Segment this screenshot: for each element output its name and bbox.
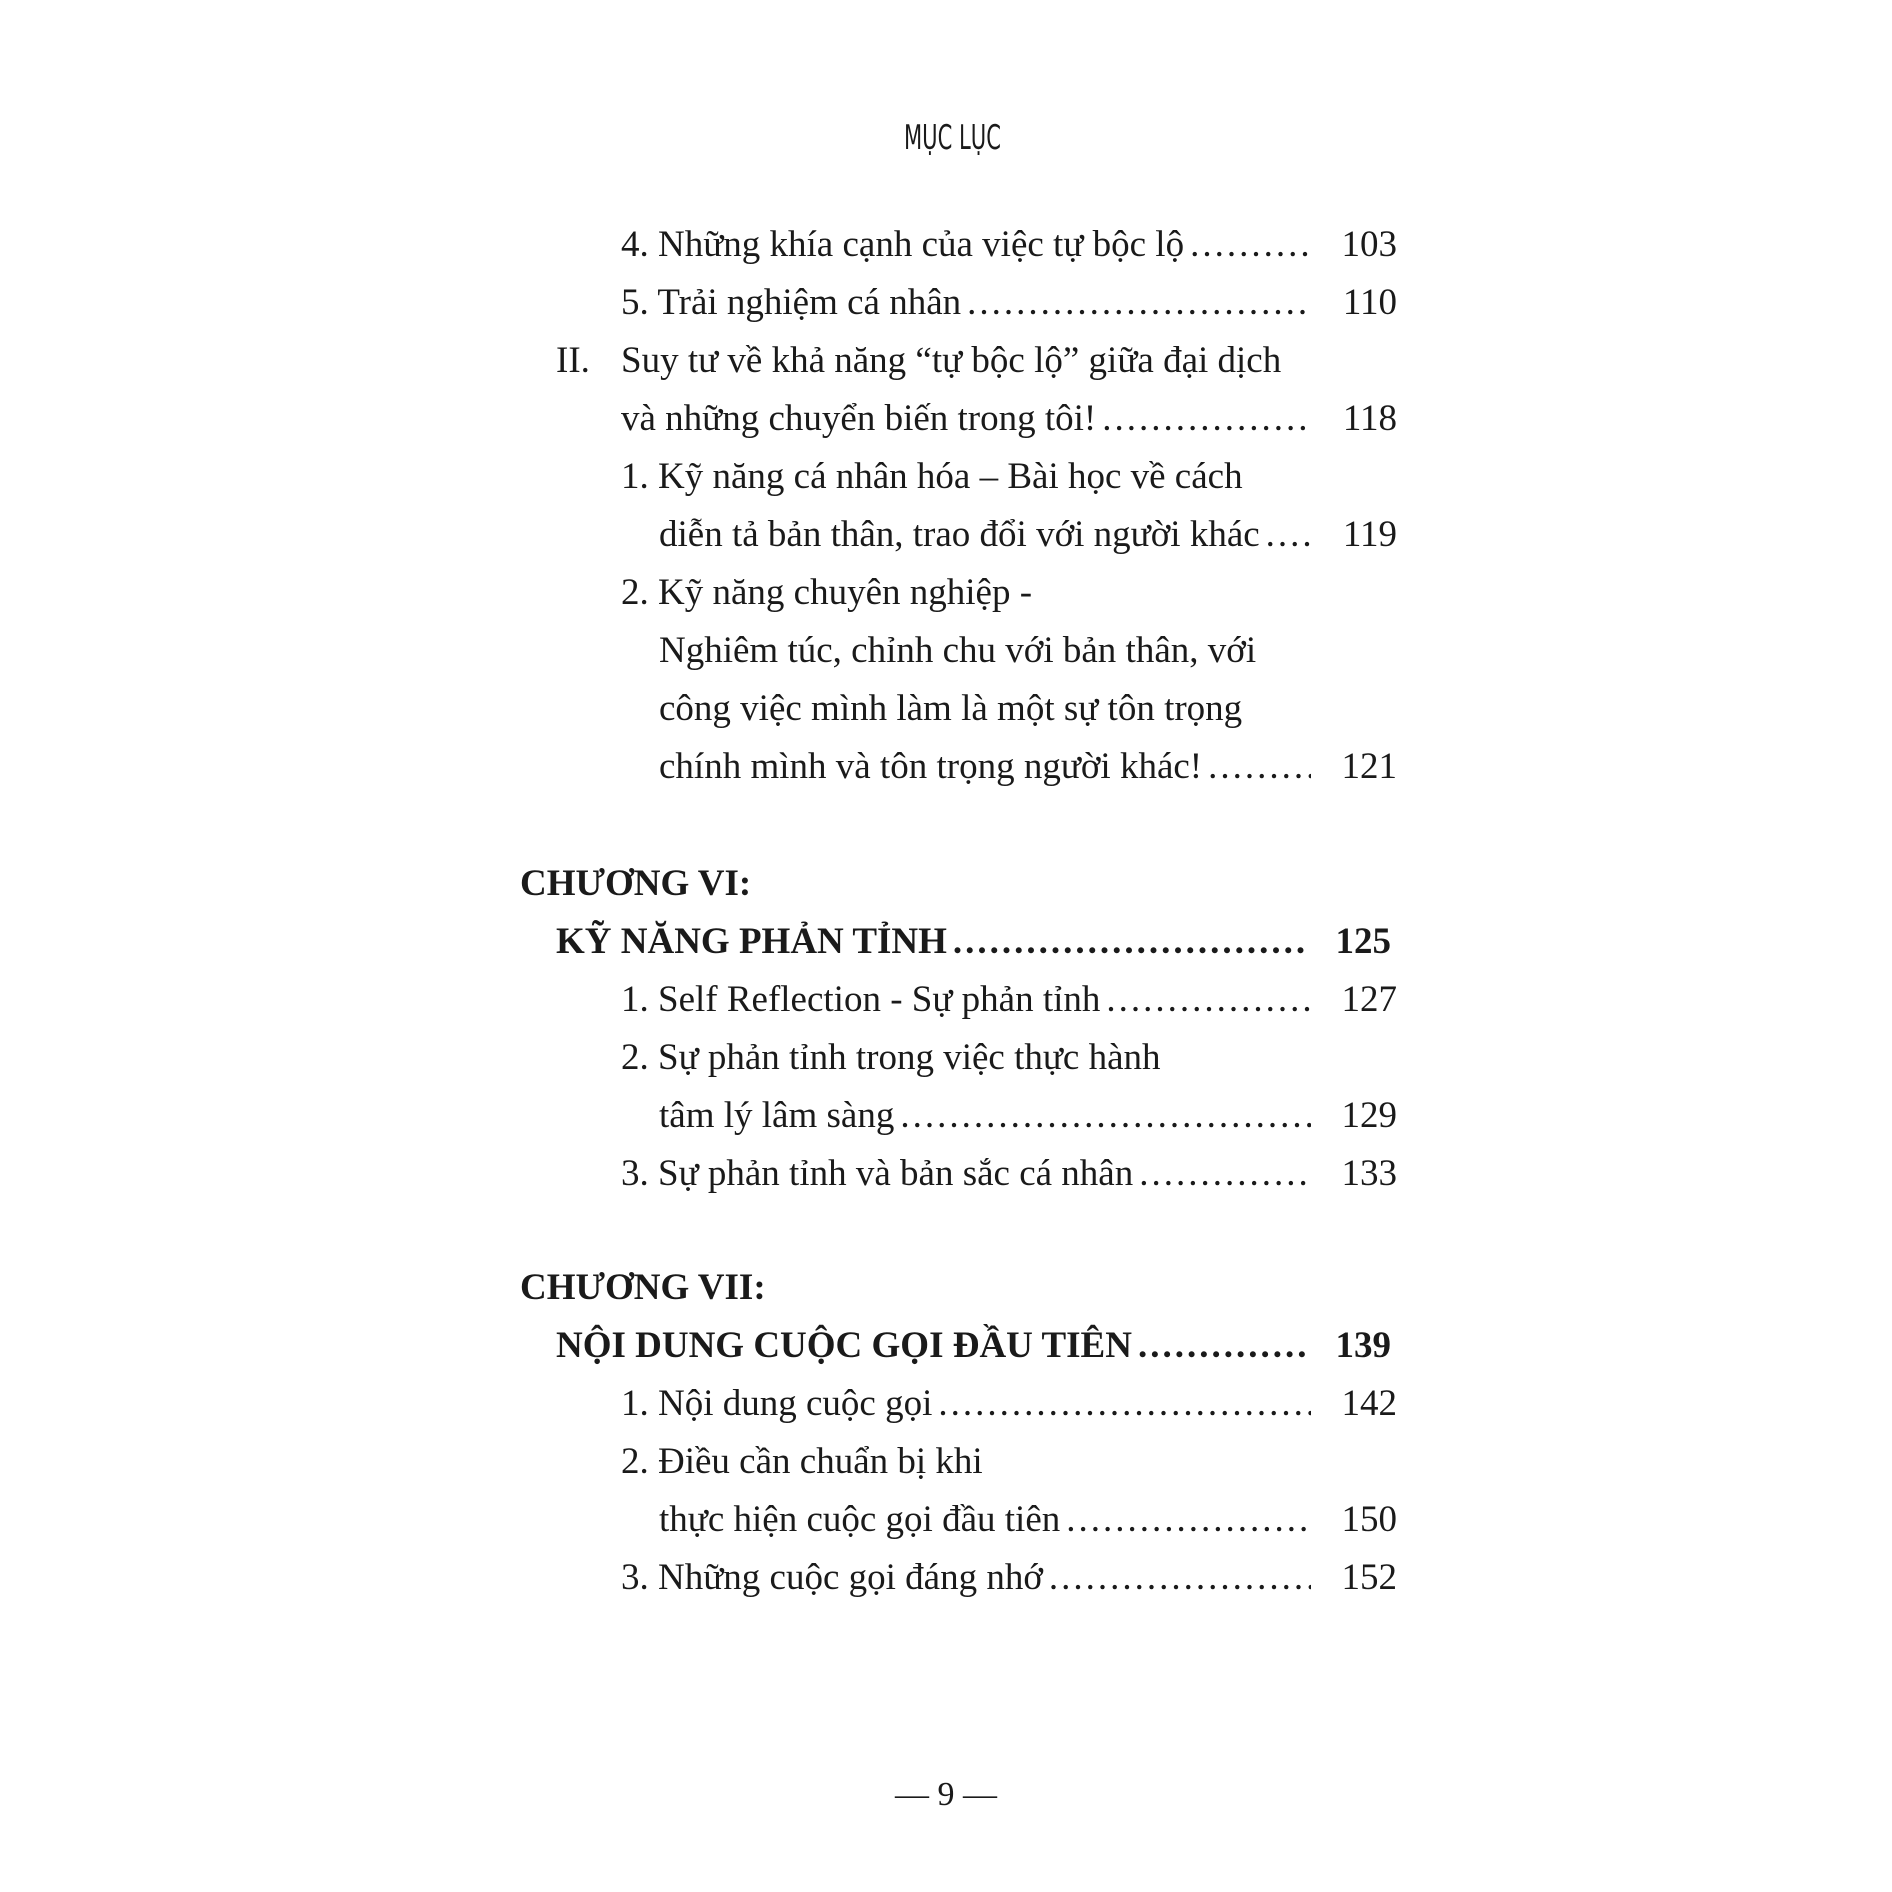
- toc-entry: [621, 223, 1397, 267]
- chapter-title-entry: [556, 920, 1391, 964]
- running-head: MỤC LỤC: [903, 118, 1001, 158]
- toc-entry-page: 125: [1335, 921, 1391, 962]
- toc-entry: [659, 1498, 1397, 1542]
- toc-entry: [621, 1556, 1397, 1600]
- dot-leader: [1138, 1324, 1305, 1368]
- section-numeral: II.: [556, 340, 590, 381]
- toc-entry-title: 2. Kỹ năng chuyên nghiệp -: [621, 572, 1033, 613]
- toc-entry-title: công việc mình làm là một sự tôn trọng: [659, 688, 1243, 729]
- dot-leader: [1049, 1556, 1311, 1600]
- toc-entry-title: 2. Điều cần chuẩn bị khi: [621, 1441, 983, 1482]
- dot-leader: [1102, 397, 1311, 441]
- toc-entry: [621, 1382, 1397, 1426]
- toc-entry-title: Nghiêm túc, chỉnh chu với bản thân, với: [659, 630, 1257, 671]
- dot-leader: [953, 920, 1305, 964]
- dot-leader: [1208, 745, 1311, 789]
- toc-entry-title: 2. Sự phản tỉnh trong việc thực hành: [621, 1037, 1161, 1078]
- chapter-label: CHƯƠNG VII:: [520, 1267, 766, 1308]
- toc-entry-page: 119: [1342, 514, 1397, 555]
- toc-entry-page: 150: [1341, 1499, 1397, 1540]
- toc-entry-title: 1. Self Reflection - Sự phản tỉnh: [621, 979, 1101, 1020]
- dot-leader: [1139, 1152, 1311, 1196]
- toc-entry-page: 152: [1341, 1557, 1397, 1598]
- dot-leader: [1106, 978, 1311, 1022]
- toc-entry: [659, 513, 1397, 557]
- toc-entry-title: 1. Nội dung cuộc gọi: [621, 1383, 933, 1424]
- toc-entry-page: 142: [1341, 1383, 1397, 1424]
- toc-entry: [621, 1440, 1397, 1484]
- toc-entry-title: thực hiện cuộc gọi đầu tiên: [659, 1499, 1061, 1540]
- chapter-title: NỘI DUNG CUỘC GỌI ĐẦU TIÊN: [556, 1325, 1132, 1366]
- toc-entry-page: 118: [1342, 398, 1397, 439]
- toc-entry-page: 121: [1341, 746, 1397, 787]
- toc-entry: [621, 571, 1397, 615]
- toc-entry: [621, 455, 1397, 499]
- toc-entry-title: chính mình và tôn trọng người khác!: [659, 746, 1203, 787]
- toc-entry-title: 1. Kỹ năng cá nhân hóa – Bài học về cách: [621, 456, 1243, 497]
- toc-entry: [621, 1036, 1397, 1080]
- chapter-title: KỸ NĂNG PHẢN TỈNH: [556, 921, 947, 962]
- chapter-heading: [520, 1266, 1397, 1310]
- toc-entry: [621, 1152, 1397, 1196]
- dot-leader: [900, 1094, 1311, 1138]
- toc-entry-title: diễn tả bản thân, trao đổi với người khác: [659, 514, 1260, 555]
- toc-entry-title: Suy tư về khả năng “tự bộc lộ” giữa đại dịch: [621, 340, 1282, 381]
- chapter-heading: [520, 862, 1397, 906]
- toc-entry: [659, 1094, 1397, 1138]
- toc-entry: [621, 281, 1397, 325]
- dot-leader: [967, 281, 1311, 325]
- toc-entry-title: 3. Sự phản tỉnh và bản sắc cá nhân: [621, 1153, 1134, 1194]
- toc-entry: [659, 629, 1397, 673]
- toc-entry-page: 103: [1341, 224, 1397, 265]
- toc-entry-title: 3. Những cuộc gọi đáng nhớ: [621, 1557, 1043, 1598]
- toc-entry-page: 127: [1341, 979, 1397, 1020]
- toc-entry-page: 110: [1342, 282, 1397, 323]
- toc-entry: [621, 339, 1397, 383]
- dot-leader: [938, 1382, 1311, 1426]
- dot-leader: [1266, 513, 1311, 557]
- toc-entry-page: 133: [1341, 1153, 1397, 1194]
- chapter-title-entry: [556, 1324, 1391, 1368]
- toc-entry: [621, 978, 1397, 1022]
- toc-entry-title: tâm lý lâm sàng: [659, 1095, 895, 1136]
- dot-leader: [1066, 1498, 1311, 1542]
- toc-entry-title: 5. Trải nghiệm cá nhân: [621, 282, 962, 323]
- chapter-label: CHƯƠNG VI:: [520, 863, 752, 904]
- toc-entry: [659, 687, 1397, 731]
- toc-entry: [659, 745, 1397, 789]
- toc-entry-page: 139: [1335, 1325, 1391, 1366]
- page-number-footer: — 9 —: [895, 1776, 997, 1813]
- dot-leader: [1190, 223, 1311, 267]
- toc-entry-title: 4. Những khía cạnh của việc tự bộc lộ: [621, 224, 1185, 265]
- toc-entry-page: 129: [1341, 1095, 1397, 1136]
- toc-entry-title: và những chuyển biến trong tôi!: [621, 398, 1097, 439]
- toc-entry: [621, 397, 1397, 441]
